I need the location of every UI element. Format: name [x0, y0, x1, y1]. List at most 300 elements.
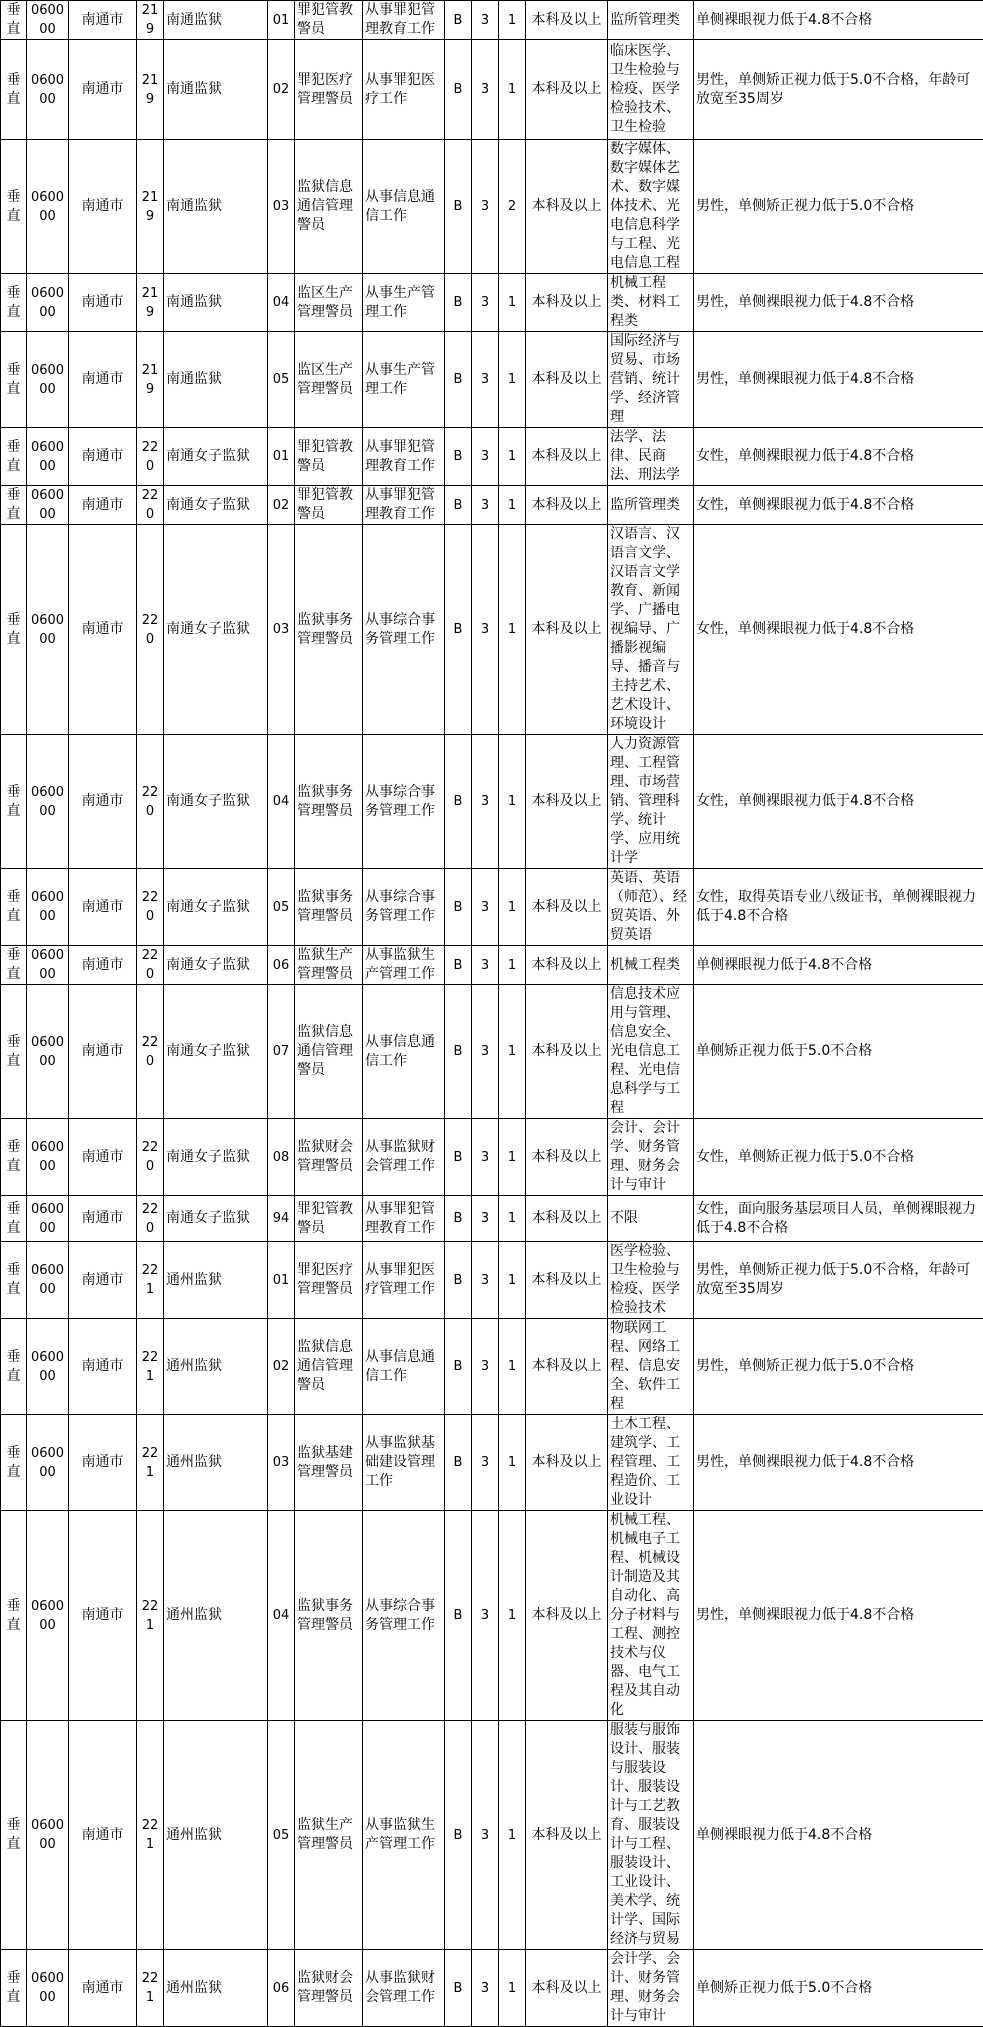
department-type-cell: 垂直: [1, 486, 27, 525]
position-duty-cell: 从事罪犯管理教育工作: [363, 1196, 445, 1242]
unit-name-cell: 通州监狱: [164, 1319, 268, 1415]
department-type-cell: 垂直: [1, 1, 27, 40]
position-code-cell: 05: [268, 1721, 295, 1950]
education-cell: 本科及以上: [526, 985, 608, 1119]
exam-category-cell: B: [445, 1119, 472, 1196]
table-row: [1, 869, 983, 946]
position-code-cell: 02: [268, 40, 295, 140]
city-cell: 南通市: [69, 486, 137, 525]
education-cell: 本科及以上: [526, 525, 608, 735]
major-cell: 数字媒体、数字媒体艺术、数字媒体技术、光电信息科学与工程、光电信息工程: [608, 140, 694, 274]
position-duty-cell: 从事监狱财会管理工作: [363, 1950, 445, 2027]
department-type-cell: 垂直: [1, 1721, 27, 1950]
city-cell: 南通市: [69, 1721, 137, 1950]
position-duty-cell: 从事综合事务管理工作: [363, 1511, 445, 1721]
position-code-cell: 03: [268, 1415, 295, 1511]
position-duty-cell: 从事生产管理工作: [363, 274, 445, 332]
table-row: [1, 1319, 983, 1415]
position-duty-cell: 从事监狱生产管理工作: [363, 1721, 445, 1950]
headcount-cell: 1: [499, 1950, 526, 2027]
ratio-cell: 3: [472, 869, 499, 946]
department-type-cell: 垂直: [1, 1242, 27, 1319]
department-code-cell: 060000: [27, 140, 69, 274]
position-duty-cell: 从事综合事务管理工作: [363, 869, 445, 946]
unit-code-cell: 221: [137, 1415, 164, 1511]
table-row: [1, 1721, 983, 1950]
position-duty-cell: 从事综合事务管理工作: [363, 735, 445, 869]
city-cell: 南通市: [69, 985, 137, 1119]
department-code-cell: 060000: [27, 1721, 69, 1950]
department-type-cell: 垂直: [1, 985, 27, 1119]
major-cell: 机械工程类: [608, 946, 694, 985]
position-code-cell: 94: [268, 1196, 295, 1242]
unit-code-cell: 219: [137, 140, 164, 274]
ratio-cell: 3: [472, 1415, 499, 1511]
unit-name-cell: 南通监狱: [164, 40, 268, 140]
requirements-cell: 单侧矫正视力低于5.0不合格: [694, 985, 983, 1119]
education-cell: 本科及以上: [526, 274, 608, 332]
position-duty-cell: 从事信息通信工作: [363, 140, 445, 274]
department-type-cell: 垂直: [1, 1511, 27, 1721]
department-code-cell: 060000: [27, 869, 69, 946]
ratio-cell: 3: [472, 428, 499, 486]
unit-code-cell: 221: [137, 1511, 164, 1721]
major-cell: 汉语言、汉语言文学、汉语言文学教育、新闻学、广播电视编导、广播影视编导、播音与主持艺术、艺术设计、环境设计: [608, 525, 694, 735]
requirements-cell: 男性，单侧矫正视力低于5.0不合格，年龄可放宽至35周岁: [694, 40, 983, 140]
position-code-cell: 06: [268, 1950, 295, 2027]
department-code-cell: 060000: [27, 1196, 69, 1242]
requirements-cell: 女性，单侧矫正视力低于5.0不合格: [694, 1119, 983, 1196]
department-code-cell: 060000: [27, 332, 69, 428]
position-duty-cell: 从事监狱生产管理工作: [363, 946, 445, 985]
table-row: [1, 1196, 983, 1242]
department-type-cell: 垂直: [1, 1196, 27, 1242]
unit-name-cell: 南通女子监狱: [164, 946, 268, 985]
department-code-cell: 060000: [27, 1319, 69, 1415]
headcount-cell: 1: [499, 946, 526, 985]
table-row: [1, 140, 983, 274]
unit-code-cell: 219: [137, 332, 164, 428]
major-cell: 服装与服饰设计、服装与服装设计、服装设计与工艺教育、服装设计与工程、服装设计、工业设计、美术学、统计学、国际经济与贸易: [608, 1721, 694, 1950]
major-cell: 信息技术应用与管理、信息安全、光电信息工程、光电信息科学与工程: [608, 985, 694, 1119]
city-cell: 南通市: [69, 1511, 137, 1721]
city-cell: 南通市: [69, 332, 137, 428]
position-name-cell: 监区生产管理警员: [295, 332, 363, 428]
headcount-cell: 1: [499, 525, 526, 735]
headcount-cell: 1: [499, 1, 526, 40]
table-row: [1, 332, 983, 428]
unit-name-cell: 南通女子监狱: [164, 1196, 268, 1242]
ratio-cell: 3: [472, 1511, 499, 1721]
exam-category-cell: B: [445, 140, 472, 274]
city-cell: 南通市: [69, 869, 137, 946]
position-code-cell: 07: [268, 985, 295, 1119]
ratio-cell: 3: [472, 1119, 499, 1196]
education-cell: 本科及以上: [526, 1319, 608, 1415]
unit-code-cell: 221: [137, 1950, 164, 2027]
ratio-cell: 3: [472, 1319, 499, 1415]
ratio-cell: 3: [472, 1196, 499, 1242]
major-cell: 物联网工程、网络工程、信息安全、软件工程: [608, 1319, 694, 1415]
position-name-cell: 监狱信息通信管理警员: [295, 140, 363, 274]
ratio-cell: 3: [472, 332, 499, 428]
major-cell: 人力资源管理、工程管理、市场营销、管理科学、统计学、应用统计学: [608, 735, 694, 869]
headcount-cell: 1: [499, 1242, 526, 1319]
major-cell: 土木工程、建筑学、工程管理、工程造价、工业设计: [608, 1415, 694, 1511]
ratio-cell: 3: [472, 946, 499, 985]
position-duty-cell: 从事罪犯医疗工作: [363, 40, 445, 140]
unit-name-cell: 南通监狱: [164, 274, 268, 332]
department-type-cell: 垂直: [1, 140, 27, 274]
position-name-cell: 罪犯医疗管理警员: [295, 1242, 363, 1319]
major-cell: 临床医学、卫生检验与检疫、医学检验技术、卫生检验: [608, 40, 694, 140]
unit-name-cell: 南通监狱: [164, 1, 268, 40]
headcount-cell: 1: [499, 1196, 526, 1242]
city-cell: 南通市: [69, 946, 137, 985]
unit-code-cell: 220: [137, 428, 164, 486]
unit-code-cell: 221: [137, 1242, 164, 1319]
department-code-cell: 060000: [27, 274, 69, 332]
headcount-cell: 1: [499, 869, 526, 946]
major-cell: 不限: [608, 1196, 694, 1242]
position-name-cell: 罪犯医疗管理警员: [295, 40, 363, 140]
unit-name-cell: 南通监狱: [164, 140, 268, 274]
city-cell: 南通市: [69, 1119, 137, 1196]
table-row: [1, 1511, 983, 1721]
position-code-cell: 05: [268, 332, 295, 428]
city-cell: 南通市: [69, 274, 137, 332]
major-cell: 机械工程类、材料工程类: [608, 274, 694, 332]
exam-category-cell: B: [445, 332, 472, 428]
position-name-cell: 监狱事务管理警员: [295, 735, 363, 869]
unit-code-cell: 220: [137, 525, 164, 735]
exam-category-cell: B: [445, 1242, 472, 1319]
headcount-cell: 1: [499, 1319, 526, 1415]
unit-code-cell: 219: [137, 40, 164, 140]
table-row: [1, 735, 983, 869]
department-type-cell: 垂直: [1, 869, 27, 946]
unit-name-cell: 南通女子监狱: [164, 1119, 268, 1196]
department-code-cell: 060000: [27, 1950, 69, 2027]
unit-code-cell: 220: [137, 985, 164, 1119]
education-cell: 本科及以上: [526, 140, 608, 274]
exam-category-cell: B: [445, 428, 472, 486]
requirements-cell: 男性，单侧裸眼视力低于4.8不合格: [694, 1511, 983, 1721]
position-name-cell: 监狱财会管理警员: [295, 1950, 363, 2027]
unit-name-cell: 通州监狱: [164, 1242, 268, 1319]
education-cell: 本科及以上: [526, 1242, 608, 1319]
department-type-cell: 垂直: [1, 1950, 27, 2027]
requirements-cell: 男性，单侧裸眼视力低于4.8不合格: [694, 1415, 983, 1511]
unit-name-cell: 南通女子监狱: [164, 985, 268, 1119]
exam-category-cell: B: [445, 869, 472, 946]
unit-name-cell: 南通监狱: [164, 332, 268, 428]
position-name-cell: 监狱事务管理警员: [295, 525, 363, 735]
headcount-cell: 1: [499, 486, 526, 525]
department-code-cell: 060000: [27, 1415, 69, 1511]
major-cell: 英语、英语（师范）、经贸英语、外贸英语: [608, 869, 694, 946]
table-row: [1, 428, 983, 486]
position-code-cell: 08: [268, 1119, 295, 1196]
headcount-cell: 1: [499, 1511, 526, 1721]
position-name-cell: 罪犯管教警员: [295, 428, 363, 486]
unit-code-cell: 220: [137, 1196, 164, 1242]
unit-code-cell: 221: [137, 1721, 164, 1950]
position-duty-cell: 从事罪犯医疗管理工作: [363, 1242, 445, 1319]
department-type-cell: 垂直: [1, 1319, 27, 1415]
table-row: [1, 486, 983, 525]
position-name-cell: 监狱信息通信管理警员: [295, 1319, 363, 1415]
position-name-cell: 监狱生产管理警员: [295, 1721, 363, 1950]
requirements-cell: 男性，单侧矫正视力低于5.0不合格: [694, 140, 983, 274]
requirements-cell: 单侧裸眼视力低于4.8不合格: [694, 946, 983, 985]
position-code-cell: 03: [268, 140, 295, 274]
requirements-cell: 女性，单侧裸眼视力低于4.8不合格: [694, 525, 983, 735]
table-row: [1, 1242, 983, 1319]
ratio-cell: 3: [472, 40, 499, 140]
ratio-cell: 3: [472, 140, 499, 274]
department-type-cell: 垂直: [1, 332, 27, 428]
education-cell: 本科及以上: [526, 946, 608, 985]
education-cell: 本科及以上: [526, 735, 608, 869]
ratio-cell: 3: [472, 525, 499, 735]
department-type-cell: 垂直: [1, 735, 27, 869]
department-code-cell: 060000: [27, 946, 69, 985]
unit-code-cell: 220: [137, 869, 164, 946]
unit-code-cell: 221: [137, 1319, 164, 1415]
position-name-cell: 罪犯管教警员: [295, 486, 363, 525]
requirements-cell: 男性，单侧矫正视力低于5.0不合格: [694, 1319, 983, 1415]
position-code-cell: 02: [268, 486, 295, 525]
exam-category-cell: B: [445, 735, 472, 869]
city-cell: 南通市: [69, 428, 137, 486]
table-row: [1, 1950, 983, 2027]
exam-category-cell: B: [445, 525, 472, 735]
table-row: [1, 525, 983, 735]
major-cell: 监所管理类: [608, 486, 694, 525]
education-cell: 本科及以上: [526, 1119, 608, 1196]
exam-category-cell: B: [445, 1, 472, 40]
position-name-cell: 罪犯管教警员: [295, 1, 363, 40]
ratio-cell: 3: [472, 1950, 499, 2027]
headcount-cell: 2: [499, 140, 526, 274]
education-cell: 本科及以上: [526, 332, 608, 428]
department-code-cell: 060000: [27, 1511, 69, 1721]
headcount-cell: 1: [499, 40, 526, 140]
table-row: [1, 946, 983, 985]
position-duty-cell: 从事信息通信工作: [363, 1319, 445, 1415]
city-cell: 南通市: [69, 40, 137, 140]
education-cell: 本科及以上: [526, 1950, 608, 2027]
requirements-cell: 单侧裸眼视力低于4.8不合格: [694, 1721, 983, 1950]
ratio-cell: 3: [472, 1, 499, 40]
exam-category-cell: B: [445, 1196, 472, 1242]
major-cell: 国际经济与贸易、市场营销、统计学、经济管理: [608, 332, 694, 428]
department-type-cell: 垂直: [1, 274, 27, 332]
education-cell: 本科及以上: [526, 428, 608, 486]
department-code-cell: 060000: [27, 1242, 69, 1319]
education-cell: 本科及以上: [526, 1196, 608, 1242]
education-cell: 本科及以上: [526, 1, 608, 40]
position-code-cell: 05: [268, 869, 295, 946]
headcount-cell: 1: [499, 332, 526, 428]
major-cell: 法学、法律、民商法、刑法学: [608, 428, 694, 486]
department-code-cell: 060000: [27, 525, 69, 735]
major-cell: 医学检验、卫生检验与检疫、医学检验技术: [608, 1242, 694, 1319]
requirements-cell: 女性，单侧裸眼视力低于4.8不合格: [694, 735, 983, 869]
table-row: [1, 274, 983, 332]
exam-category-cell: B: [445, 486, 472, 525]
position-code-cell: 04: [268, 735, 295, 869]
requirements-cell: 男性，单侧裸眼视力低于4.8不合格: [694, 332, 983, 428]
city-cell: 南通市: [69, 1950, 137, 2027]
headcount-cell: 1: [499, 735, 526, 869]
requirements-cell: 单侧裸眼视力低于4.8不合格: [694, 1, 983, 40]
requirements-cell: 女性，单侧裸眼视力低于4.8不合格: [694, 428, 983, 486]
unit-name-cell: 南通女子监狱: [164, 525, 268, 735]
unit-code-cell: 220: [137, 946, 164, 985]
city-cell: 南通市: [69, 1415, 137, 1511]
position-name-cell: 监狱事务管理警员: [295, 1511, 363, 1721]
position-duty-cell: 从事监狱基础建设管理工作: [363, 1415, 445, 1511]
department-type-cell: 垂直: [1, 1415, 27, 1511]
city-cell: 南通市: [69, 525, 137, 735]
position-code-cell: 03: [268, 525, 295, 735]
table-row: [1, 985, 983, 1119]
education-cell: 本科及以上: [526, 1415, 608, 1511]
position-code-cell: 06: [268, 946, 295, 985]
major-cell: 机械工程、机械电子工程、机械设计制造及其自动化、高分子材料与工程、测控技术与仪器、电气工程及其自动化: [608, 1511, 694, 1721]
position-name-cell: 监狱财会管理警员: [295, 1119, 363, 1196]
department-code-cell: 060000: [27, 486, 69, 525]
requirements-cell: 女性，单侧裸眼视力低于4.8不合格: [694, 486, 983, 525]
ratio-cell: 3: [472, 1721, 499, 1950]
unit-code-cell: 219: [137, 1, 164, 40]
exam-category-cell: B: [445, 1950, 472, 2027]
requirements-cell: 女性，面向服务基层项目人员，单侧裸眼视力低于4.8不合格: [694, 1196, 983, 1242]
position-name-cell: 监狱生产管理警员: [295, 946, 363, 985]
education-cell: 本科及以上: [526, 1511, 608, 1721]
department-code-cell: 060000: [27, 985, 69, 1119]
major-cell: 监所管理类: [608, 1, 694, 40]
position-duty-cell: 从事综合事务管理工作: [363, 525, 445, 735]
headcount-cell: 1: [499, 985, 526, 1119]
exam-category-cell: B: [445, 985, 472, 1119]
position-name-cell: 罪犯管教警员: [295, 1196, 363, 1242]
headcount-cell: 1: [499, 1721, 526, 1950]
position-name-cell: 监区生产管理警员: [295, 274, 363, 332]
unit-name-cell: 通州监狱: [164, 1415, 268, 1511]
city-cell: 南通市: [69, 1196, 137, 1242]
table-row: [1, 1, 983, 40]
department-code-cell: 060000: [27, 1, 69, 40]
city-cell: 南通市: [69, 1, 137, 40]
unit-name-cell: 南通女子监狱: [164, 735, 268, 869]
exam-category-cell: B: [445, 1511, 472, 1721]
unit-code-cell: 220: [137, 486, 164, 525]
major-cell: 会计学、会计、财务管理、财务会计与审计: [608, 1950, 694, 2027]
unit-name-cell: 南通女子监狱: [164, 869, 268, 946]
education-cell: 本科及以上: [526, 869, 608, 946]
unit-code-cell: 220: [137, 1119, 164, 1196]
department-type-cell: 垂直: [1, 946, 27, 985]
unit-code-cell: 219: [137, 274, 164, 332]
exam-category-cell: B: [445, 274, 472, 332]
exam-category-cell: B: [445, 1721, 472, 1950]
position-code-cell: 02: [268, 1319, 295, 1415]
requirements-cell: 单侧矫正视力低于5.0不合格: [694, 1950, 983, 2027]
position-code-cell: 01: [268, 1242, 295, 1319]
ratio-cell: 3: [472, 1242, 499, 1319]
headcount-cell: 1: [499, 428, 526, 486]
position-duty-cell: 从事监狱财会管理工作: [363, 1119, 445, 1196]
headcount-cell: 1: [499, 274, 526, 332]
requirements-cell: 男性，单侧裸眼视力低于4.8不合格: [694, 274, 983, 332]
table-row: [1, 1119, 983, 1196]
department-code-cell: 060000: [27, 428, 69, 486]
major-cell: 会计、会计学、财务管理、财务会计与审计: [608, 1119, 694, 1196]
ratio-cell: 3: [472, 274, 499, 332]
unit-name-cell: 通州监狱: [164, 1950, 268, 2027]
unit-name-cell: 通州监狱: [164, 1721, 268, 1950]
exam-category-cell: B: [445, 946, 472, 985]
city-cell: 南通市: [69, 140, 137, 274]
position-duty-cell: 从事罪犯管理教育工作: [363, 486, 445, 525]
exam-category-cell: B: [445, 40, 472, 140]
city-cell: 南通市: [69, 1242, 137, 1319]
position-name-cell: 监狱信息通信管理警员: [295, 985, 363, 1119]
requirements-cell: 男性，单侧矫正视力低于5.0不合格，年龄可放宽至35周岁: [694, 1242, 983, 1319]
department-type-cell: 垂直: [1, 428, 27, 486]
department-code-cell: 060000: [27, 40, 69, 140]
table-row: [1, 40, 983, 140]
department-code-cell: 060000: [27, 735, 69, 869]
position-duty-cell: 从事罪犯管理教育工作: [363, 428, 445, 486]
ratio-cell: 3: [472, 985, 499, 1119]
department-type-cell: 垂直: [1, 1119, 27, 1196]
table-row: [1, 1415, 983, 1511]
position-code-cell: 01: [268, 1, 295, 40]
position-name-cell: 监狱事务管理警员: [295, 869, 363, 946]
position-duty-cell: 从事生产管理工作: [363, 332, 445, 428]
unit-name-cell: 南通女子监狱: [164, 486, 268, 525]
position-code-cell: 01: [268, 428, 295, 486]
department-type-cell: 垂直: [1, 525, 27, 735]
unit-name-cell: 南通女子监狱: [164, 428, 268, 486]
position-duty-cell: 从事信息通信工作: [363, 985, 445, 1119]
position-duty-cell: 从事罪犯管理教育工作: [363, 1, 445, 40]
ratio-cell: 3: [472, 486, 499, 525]
unit-name-cell: 通州监狱: [164, 1511, 268, 1721]
ratio-cell: 3: [472, 735, 499, 869]
headcount-cell: 1: [499, 1415, 526, 1511]
position-name-cell: 监狱基建管理警员: [295, 1415, 363, 1511]
education-cell: 本科及以上: [526, 40, 608, 140]
education-cell: 本科及以上: [526, 1721, 608, 1950]
exam-category-cell: B: [445, 1415, 472, 1511]
requirements-cell: 女性，取得英语专业八级证书，单侧裸眼视力低于4.8不合格: [694, 869, 983, 946]
city-cell: 南通市: [69, 735, 137, 869]
headcount-cell: 1: [499, 1119, 526, 1196]
department-type-cell: 垂直: [1, 40, 27, 140]
position-code-cell: 04: [268, 1511, 295, 1721]
education-cell: 本科及以上: [526, 486, 608, 525]
unit-code-cell: 220: [137, 735, 164, 869]
exam-category-cell: B: [445, 1319, 472, 1415]
position-code-cell: 04: [268, 274, 295, 332]
department-code-cell: 060000: [27, 1119, 69, 1196]
city-cell: 南通市: [69, 1319, 137, 1415]
